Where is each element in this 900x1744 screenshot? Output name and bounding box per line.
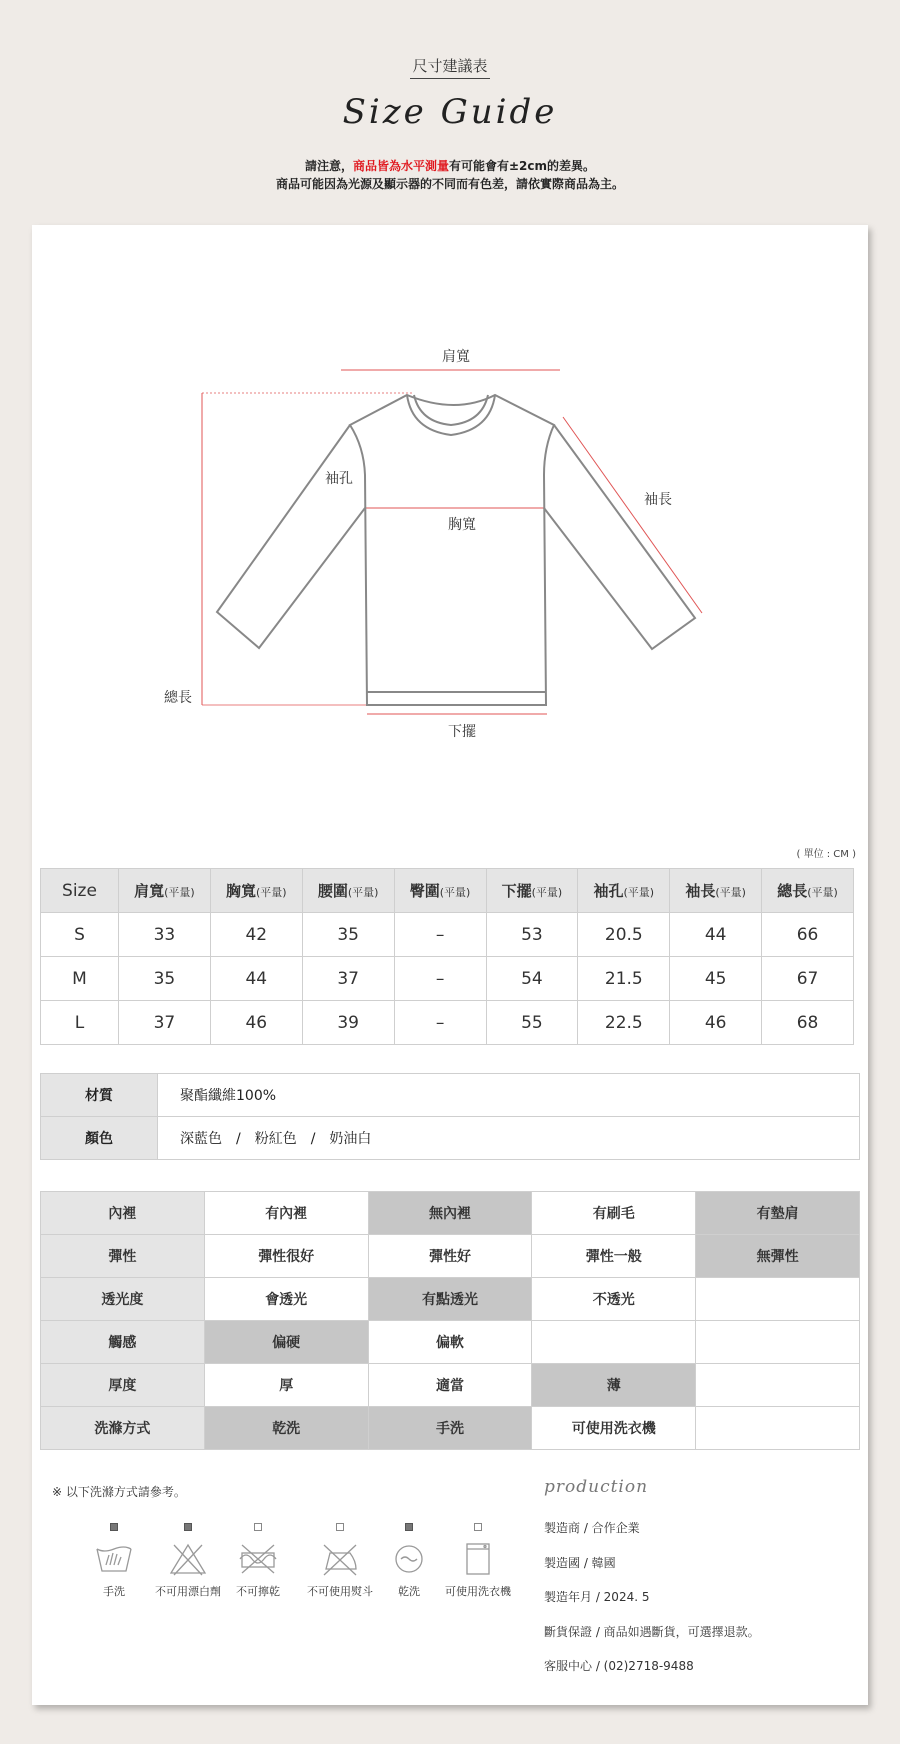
size-cell: 35 [119, 957, 211, 1001]
property-option: 有點透光 [368, 1278, 532, 1321]
property-option: 適當 [368, 1364, 532, 1407]
size-cell: 55 [486, 1001, 578, 1045]
size-header-cell: 袖孔(平量) [578, 869, 670, 913]
property-option [696, 1407, 860, 1450]
size-row [41, 1001, 854, 1045]
property-option: 偏硬 [204, 1321, 368, 1364]
wash-checkbox [474, 1523, 482, 1531]
property-option: 無內裡 [368, 1192, 532, 1235]
wash-item [84, 1523, 144, 1599]
properties-table [40, 1191, 860, 1450]
material-value: 聚酯纖維100% [158, 1074, 860, 1117]
property-label: 厚度 [41, 1364, 205, 1407]
property-row [41, 1235, 860, 1278]
property-option: 無彈性 [696, 1235, 860, 1278]
wash-note: ※ 以下洗滌方式請參考。 [52, 1485, 186, 1499]
size-cell: 45 [670, 957, 762, 1001]
size-header-cell: 袖長(平量) [670, 869, 762, 913]
length-label: 總長 [164, 690, 192, 706]
property-option: 手洗 [368, 1407, 532, 1450]
wash-item [150, 1523, 226, 1599]
property-option: 彈性很好 [204, 1235, 368, 1278]
property-option: 厚 [204, 1364, 368, 1407]
size-cell: 66 [762, 913, 854, 957]
size-cell: 53 [486, 913, 578, 957]
no-iron-icon [302, 1541, 378, 1577]
size-cell: – [394, 957, 486, 1001]
property-option: 彈性一般 [532, 1235, 696, 1278]
hand-wash-icon [84, 1541, 144, 1577]
no-bleach-icon [150, 1541, 226, 1577]
size-row [41, 957, 854, 1001]
size-cell: M [41, 957, 119, 1001]
property-row [41, 1407, 860, 1450]
size-header-cell: 臀圍(平量) [394, 869, 486, 913]
property-row [41, 1192, 860, 1235]
shoulder-label: 肩寬 [442, 349, 470, 365]
wash-label: 不可用漂白劑 [155, 1585, 221, 1598]
dry-clean-icon [379, 1541, 439, 1577]
size-guide-title: Size Guide [342, 92, 558, 132]
property-option: 有內裡 [204, 1192, 368, 1235]
size-cell: 33 [119, 913, 211, 957]
property-option: 彈性好 [368, 1235, 532, 1278]
property-label: 觸感 [41, 1321, 205, 1364]
unit-label: ( 單位 : CM ) [796, 849, 856, 860]
size-cell: 54 [486, 957, 578, 1001]
property-option: 乾洗 [204, 1407, 368, 1450]
wash-checkbox [405, 1523, 413, 1531]
property-label: 內裡 [41, 1192, 205, 1235]
size-cell: 21.5 [578, 957, 670, 1001]
size-cell: 68 [762, 1001, 854, 1045]
size-cell: 46 [670, 1001, 762, 1045]
size-header-cell: Size [41, 869, 119, 913]
size-cell: 39 [302, 1001, 394, 1045]
production-line: 製造商 / 合作企業 [544, 1521, 640, 1535]
property-option: 有刷毛 [532, 1192, 696, 1235]
size-cell: L [41, 1001, 119, 1045]
washing-machine-icon [438, 1541, 518, 1577]
property-option: 可使用洗衣機 [532, 1407, 696, 1450]
size-cell: 35 [302, 913, 394, 957]
sleeve-line [563, 417, 702, 613]
property-option [532, 1321, 696, 1364]
color-label: 顏色 [41, 1117, 158, 1160]
size-cell: – [394, 913, 486, 957]
measurement-notice: 請注意，商品皆為水平測量有可能會有±2cm的差異。 商品可能因為光源及顯示器的不同而有色差，請依實際商品為主。 [275, 159, 624, 191]
property-label: 透光度 [41, 1278, 205, 1321]
size-cell: 37 [119, 1001, 211, 1045]
property-option [696, 1278, 860, 1321]
property-option: 薄 [532, 1364, 696, 1407]
size-header-cell: 下擺(平量) [486, 869, 578, 913]
wash-checkbox [184, 1523, 192, 1531]
color-value: 深藍色 / 粉紅色 / 奶油白 [158, 1117, 860, 1160]
size-cell: – [394, 1001, 486, 1045]
property-label: 彈性 [41, 1235, 205, 1278]
production-line: 製造國 / 韓國 [544, 1555, 616, 1570]
size-header-cell: 胸寬(平量) [210, 869, 302, 913]
size-cell: 44 [670, 913, 762, 957]
size-header-cell: 總長(平量) [762, 869, 854, 913]
size-cell: 67 [762, 957, 854, 1001]
size-row [41, 913, 854, 957]
size-cell: S [41, 913, 119, 957]
size-cell: 37 [302, 957, 394, 1001]
sleeve-label: 袖長 [644, 492, 672, 508]
hem-label: 下擺 [448, 724, 476, 740]
property-option: 有墊肩 [696, 1192, 860, 1235]
size-cell: 22.5 [578, 1001, 670, 1045]
garment-diagram [32, 225, 868, 825]
production-line: 製造年月 / 2024. 5 [544, 1590, 650, 1604]
material-label: 材質 [41, 1074, 158, 1117]
wash-item [438, 1523, 518, 1599]
production-line: 斷貨保證 / 商品如遇斷貨，可選擇退款。 [544, 1624, 760, 1639]
wash-label: 可使用洗衣機 [445, 1585, 511, 1598]
size-table [40, 868, 854, 1045]
production-title: production [544, 1477, 649, 1497]
wash-label: 手洗 [103, 1585, 125, 1598]
wash-item [302, 1523, 378, 1599]
production-line: 客服中心 / (02)2718-9488 [544, 1659, 694, 1673]
wash-checkbox [336, 1523, 344, 1531]
wash-checkbox [254, 1523, 262, 1531]
property-label: 洗滌方式 [41, 1407, 205, 1450]
property-option [696, 1321, 860, 1364]
no-wring-icon [228, 1541, 288, 1577]
color-row [41, 1117, 860, 1160]
property-option [696, 1364, 860, 1407]
wash-label: 乾洗 [398, 1585, 420, 1598]
size-cell: 46 [210, 1001, 302, 1045]
property-row [41, 1321, 860, 1364]
property-option: 會透光 [204, 1278, 368, 1321]
size-card [32, 225, 868, 1705]
property-row [41, 1278, 860, 1321]
size-header-cell: 腰圍(平量) [302, 869, 394, 913]
wash-checkbox [110, 1523, 118, 1531]
chest-label: 胸寬 [448, 517, 476, 533]
property-option: 不透光 [532, 1278, 696, 1321]
material-table [40, 1073, 860, 1160]
size-guide-subtitle: 尺寸建議表 [0, 55, 900, 76]
sweater-outline-icon [217, 395, 695, 705]
wash-item [228, 1523, 288, 1599]
size-cell: 20.5 [578, 913, 670, 957]
size-cell: 44 [210, 957, 302, 1001]
wash-item [379, 1523, 439, 1599]
size-cell: 42 [210, 913, 302, 957]
property-row [41, 1364, 860, 1407]
armhole-label: 袖孔 [325, 471, 353, 487]
wash-label: 不可擰乾 [236, 1585, 280, 1598]
wash-label: 不可使用熨斗 [307, 1585, 373, 1598]
property-option: 偏軟 [368, 1321, 532, 1364]
size-header-cell: 肩寬(平量) [119, 869, 211, 913]
material-row [41, 1074, 860, 1117]
